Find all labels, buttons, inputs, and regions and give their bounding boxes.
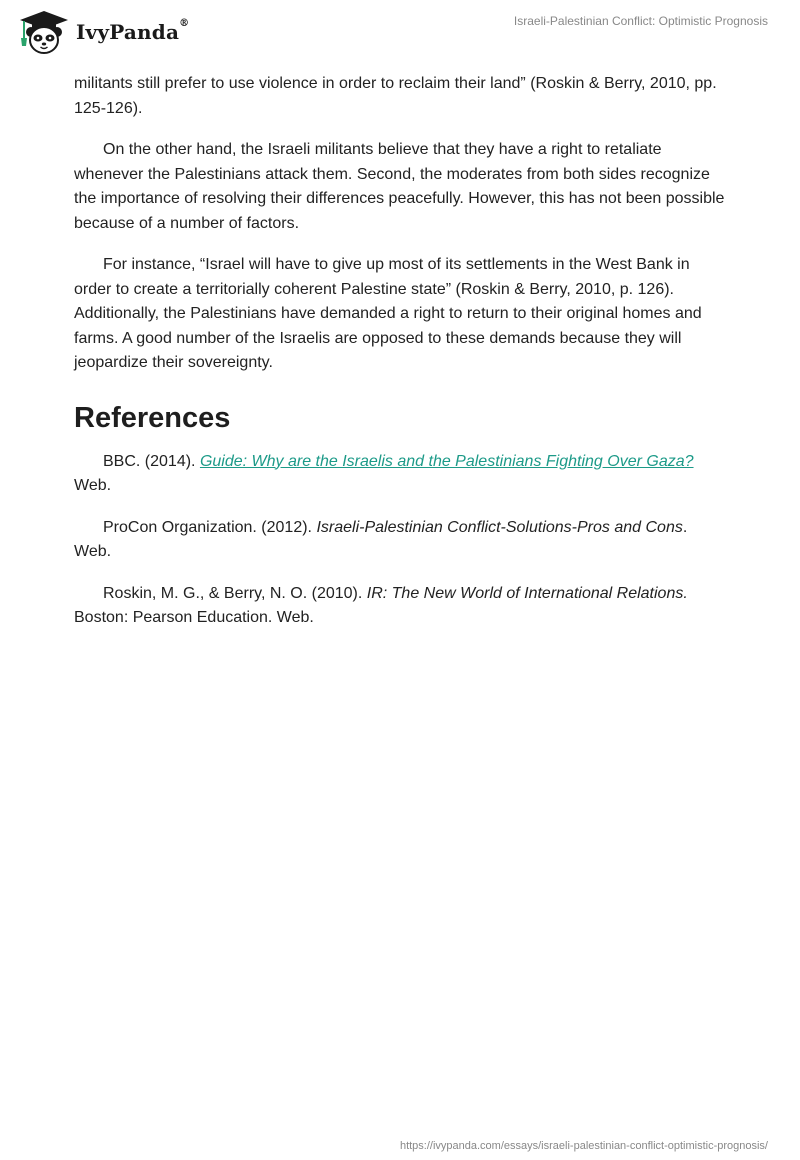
paragraph-continued: militants still prefer to use violence in order to reclaim their land” (Roskin & Berry, 2010, pp. 125-126). [74, 75, 717, 117]
reference-link[interactable]: Guide: Why are the Israelis and the Palestinians Fighting Over Gaza? [199, 452, 694, 470]
document-title: Israeli-Palestinian Conflict: Optimistic Prognosis [513, 14, 768, 28]
brand-name: IvyPanda® [76, 18, 190, 44]
page-header [0, 0, 800, 64]
reference-title: Israeli-Palestinian Conflict-Solutions-Pros and Cons [316, 518, 683, 536]
reference-prefix: Roskin, M. G., & Berry, N. O. (2010). [103, 584, 367, 602]
essay-content [74, 72, 726, 631]
reference-suffix: . Web. [74, 518, 688, 560]
paragraph: On the other hand, the Israeli militants believe that they have a right to retaliate whenever the Palestinians attack them. Second, the moderates from both sides recognize the importance of resolving their differences peacefully. However, this has not been possible because of a number of factors. [74, 141, 725, 232]
footer-url: https://ivypanda.com/essays/israeli-palestinian-conflict-optimistic-prognosis/ [399, 1140, 768, 1152]
paragraph: For instance, “Israel will have to give up most of its settlements in the West Bank in order to create a territorially coherent Palestine state” (Roskin & Berry, 2010, p. 126). Additionally, the Palestinians have demanded a right to return to their original homes and farms. A good number of the Israelis are opposed to these demands because they will jeopardize their sovereignty. [74, 256, 702, 371]
panda-graduate-icon [16, 8, 72, 56]
reference-title: IR: The New World of International Relations. [366, 584, 688, 602]
reference-prefix: ProCon Organization. (2012). [103, 518, 317, 536]
reference-item [74, 516, 726, 565]
ivypanda-logo[interactable] [16, 8, 189, 56]
reference-suffix: Boston: Pearson Education. Web. [74, 609, 314, 626]
reference-suffix: Web. [74, 477, 112, 494]
reference-prefix: BBC. (2014). [103, 452, 200, 470]
reference-item [74, 582, 726, 631]
references-heading: References [74, 401, 231, 434]
reference-item [74, 450, 726, 499]
